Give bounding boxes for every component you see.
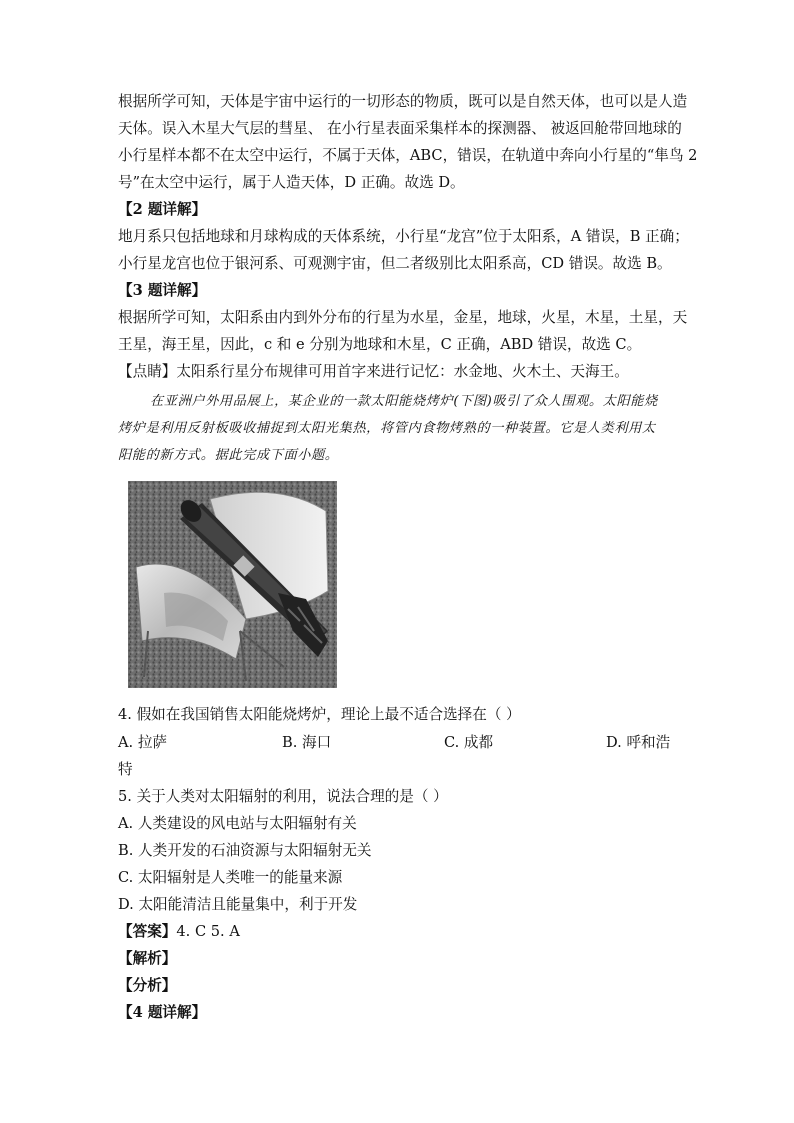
explanation1-line-1: 根据所学可知，天体是宇宙中运行的一切形态的物质，既可以是自然天体，也可以是人造 — [118, 93, 688, 110]
tip-text: 【点睛】太阳系行星分布规律可用首字来进行记忆：水金地、火木土、天海王。 — [118, 363, 629, 380]
q4-stem: 4. 假如在我国销售太阳能烧烤炉，理论上最不适合选择在（ ） — [118, 706, 521, 723]
analysis-heading: 【解析】 — [118, 950, 177, 967]
answer-label: 【答案】 — [118, 923, 177, 940]
answer-line — [118, 922, 240, 942]
explanation2-line-1: 地月系只包括地球和月球构成的天体系统，小行星“龙宫”位于太阳系，A 错误，B 正确； — [118, 228, 689, 245]
explanation1-line-4: 号”在太空中运行，属于人造天体，D 正确。故选 D。 — [118, 174, 465, 191]
fenxi-heading: 【分析】 — [118, 977, 177, 994]
q4-option-a: A. 拉萨 — [118, 734, 168, 751]
q5-option-d: D. 太阳能清洁且能量集中，利于开发 — [118, 896, 358, 913]
q5-option-c: C. 太阳辐射是人类唯一的能量来源 — [118, 869, 343, 886]
q5-stem: 5. 关于人类对太阳辐射的利用，说法合理的是（ ） — [118, 788, 448, 805]
q4-option-d: D. 呼和浩 — [606, 734, 671, 751]
q4-option-b: B. 海口 — [282, 734, 332, 751]
explanation1-line-3: 小行星样本都不在太空中运行，不属于天体，ABC，错误，在轨道中奔向小行星的“隼鸟 2 — [118, 147, 698, 164]
passage-line-3: 阳能的新方式。据此完成下面小题。 — [118, 448, 339, 463]
answer-text: 4. C 5. A — [176, 923, 240, 940]
q5-option-b: B. 人类开发的石油资源与太阳辐射无关 — [118, 842, 372, 859]
q2-heading: 【2 题详解】 — [118, 201, 207, 218]
q3-heading: 【3 题详解】 — [118, 282, 207, 299]
explanation3-line-2: 王星，海王星，因此，c 和 e 分别为地球和木星，C 正确，ABD 错误，故选 C。 — [118, 336, 642, 353]
passage-line-2: 烤炉是利用反射板吸收捕捉到太阳光集热，将管内食物烤熟的一种装置。它是人类利用太 — [118, 421, 656, 436]
passage-line-1: 在亚洲户外用品展上，某企业的一款太阳能烧烤炉(下图)吸引了众人围观。太阳能烧 — [150, 394, 658, 409]
explanation2-line-2: 小行星龙宫也位于银河系、可观测宇宙，但二者级别比太阳系高，CD 错误。故选 B。 — [118, 255, 672, 272]
q5-option-a: A. 人类建设的风电站与太阳辐射有关 — [118, 815, 357, 832]
q4-option-d-wrap: 特 — [118, 761, 133, 778]
q4-option-c: C. 成都 — [444, 734, 494, 751]
explanation1-line-2: 天体。误入木星大气层的彗星、 在小行星表面采集样本的探测器、 被返回舱带回地球的 — [118, 120, 682, 137]
q4-heading: 【4 题详解】 — [118, 1004, 207, 1021]
solar-cooker-photo — [128, 481, 337, 688]
explanation3-line-1: 根据所学可知，太阳系由内到外分布的行星为水星，金星，地球，火星，木星，土星，天 — [118, 309, 688, 326]
